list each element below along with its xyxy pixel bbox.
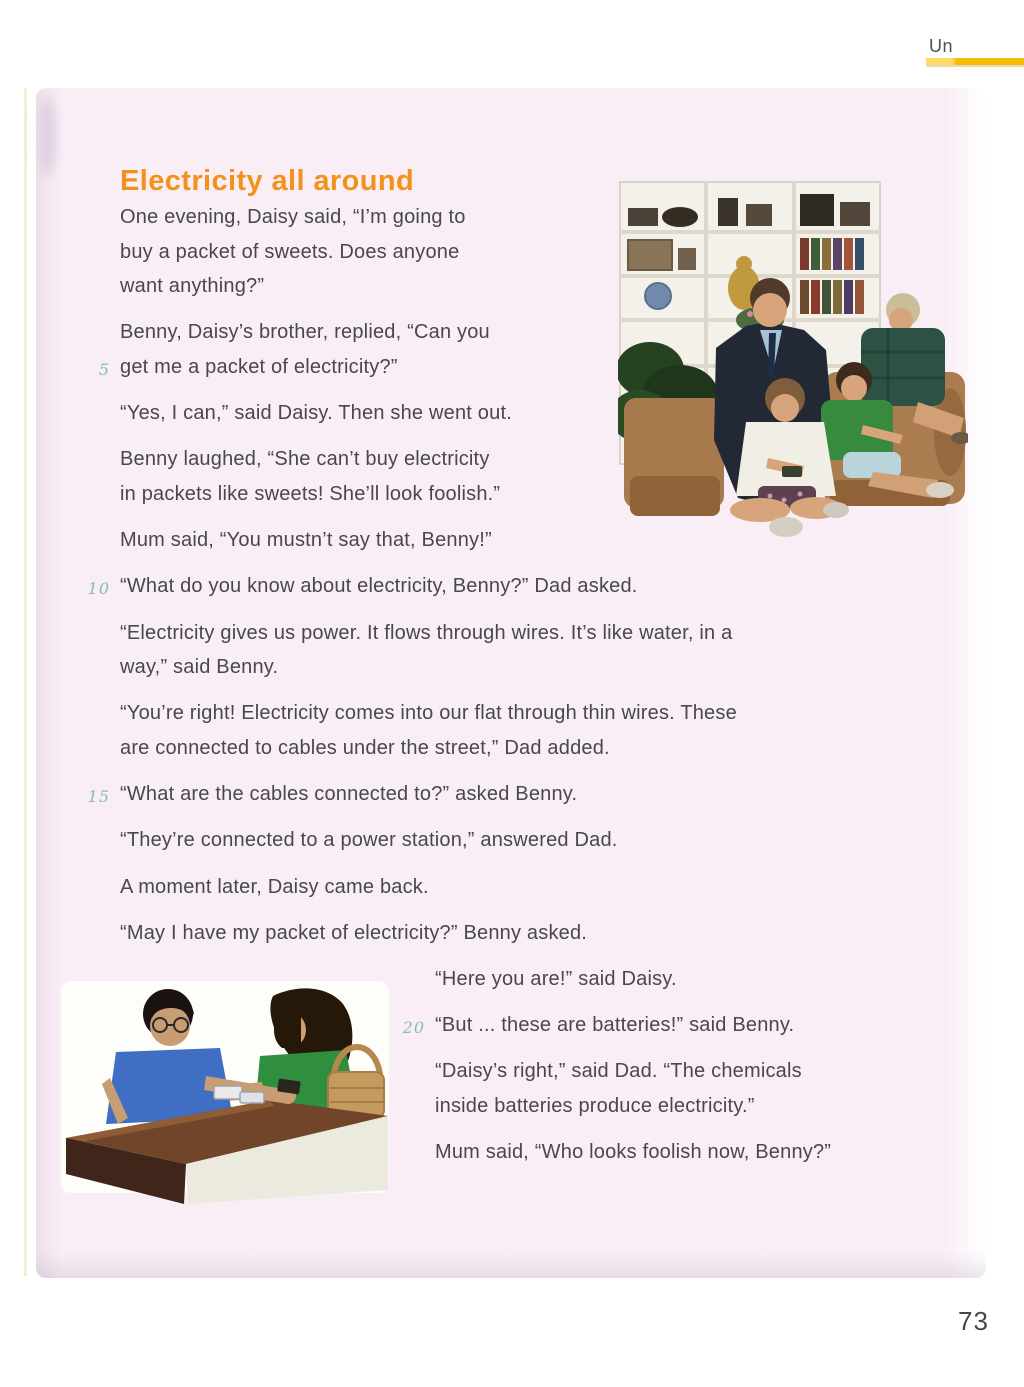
story-line: [120, 205, 466, 229]
story-line-text: get me a packet of electricity?”: [120, 356, 398, 378]
story-line: [435, 1140, 831, 1164]
story-line: [435, 1094, 755, 1118]
line-number: 15: [87, 787, 110, 807]
story-line-text: Benny laughed, “She can’t buy electricity: [120, 448, 490, 471]
story-line: [120, 736, 610, 760]
story-line: [435, 967, 677, 991]
story-line: [120, 274, 264, 298]
unit-label: Un: [929, 36, 954, 56]
line-number: 20: [402, 1018, 425, 1038]
story-line-text: One evening, Daisy said, “I’m going to: [120, 206, 466, 228]
story-line-text: “What do you know about electricity, Benny?” Dad asked.: [120, 575, 638, 598]
story-line-text: “But ... these are batteries!” said Benny.: [435, 1014, 795, 1037]
living-room-photo: [618, 180, 968, 542]
story-line: [87, 574, 638, 599]
story-line: [120, 528, 492, 552]
page-number: 73: [958, 1306, 989, 1336]
story-line-text: buy a packet of sweets. Does anyone: [120, 240, 460, 263]
story-line-text: A moment later, Daisy came back.: [120, 875, 429, 898]
story-line: [120, 828, 618, 852]
story-line-text: “Electricity gives us power. It flows through wires. It’s like water, in a: [120, 621, 733, 644]
story-line: [120, 621, 732, 645]
story-line-text: Benny, Daisy’s brother, replied, “Can you: [120, 321, 490, 344]
story-line: [120, 320, 490, 344]
story-line-text: are connected to cables under the street,” Dad added.: [120, 737, 610, 759]
page-spine-line: [24, 88, 27, 1276]
shop-counter-photo: [58, 978, 393, 1210]
scan-smudge: [40, 96, 56, 176]
story-line-text: “Yes, I can,” said Daisy. Then she went out.: [120, 402, 512, 425]
story-line-text: “They’re connected to a power station,” answered Dad.: [120, 829, 618, 852]
story-line-text: inside batteries produce electricity.”: [435, 1095, 755, 1117]
unit-underline-bar: [926, 58, 1024, 65]
story-line-text: “May I have my packet of electricity?” Benny asked.: [120, 921, 588, 944]
story-line-text: Mum said, “Who looks foolish now, Benny?”: [435, 1141, 832, 1164]
line-number: 10: [87, 579, 110, 599]
story-line: [120, 655, 278, 679]
story-line: [87, 782, 578, 807]
story-line: [435, 1059, 802, 1083]
story-line-text: want anything?”: [120, 275, 265, 298]
story-line: [120, 401, 512, 425]
story-line-text: “You’re right! Electricity comes into our flat through thin wires. These: [120, 702, 737, 725]
story-line-text: Mum said, “You mustn’t say that, Benny!”: [120, 529, 492, 552]
story-line: [120, 701, 737, 725]
line-number: 5: [98, 360, 110, 379]
story-line: [402, 1013, 795, 1038]
story-line: [98, 355, 398, 379]
story-line-text: “What are the cables connected to?” asked Benny.: [120, 783, 578, 806]
story-line-text: in packets like sweets! She’ll look foolish.”: [120, 483, 501, 505]
story-line: [120, 921, 587, 945]
story-line-text: “Daisy’s right,” said Dad. “The chemicals: [435, 1060, 802, 1083]
story-line: [120, 240, 459, 264]
page-title: Electricity all around: [120, 165, 415, 198]
story-line-text: “Here you are!” said Daisy.: [435, 968, 677, 990]
story-line-text: way,” said Benny.: [120, 656, 279, 679]
story-line: [120, 482, 500, 506]
story-line: [120, 875, 429, 899]
story-line: [120, 447, 490, 471]
